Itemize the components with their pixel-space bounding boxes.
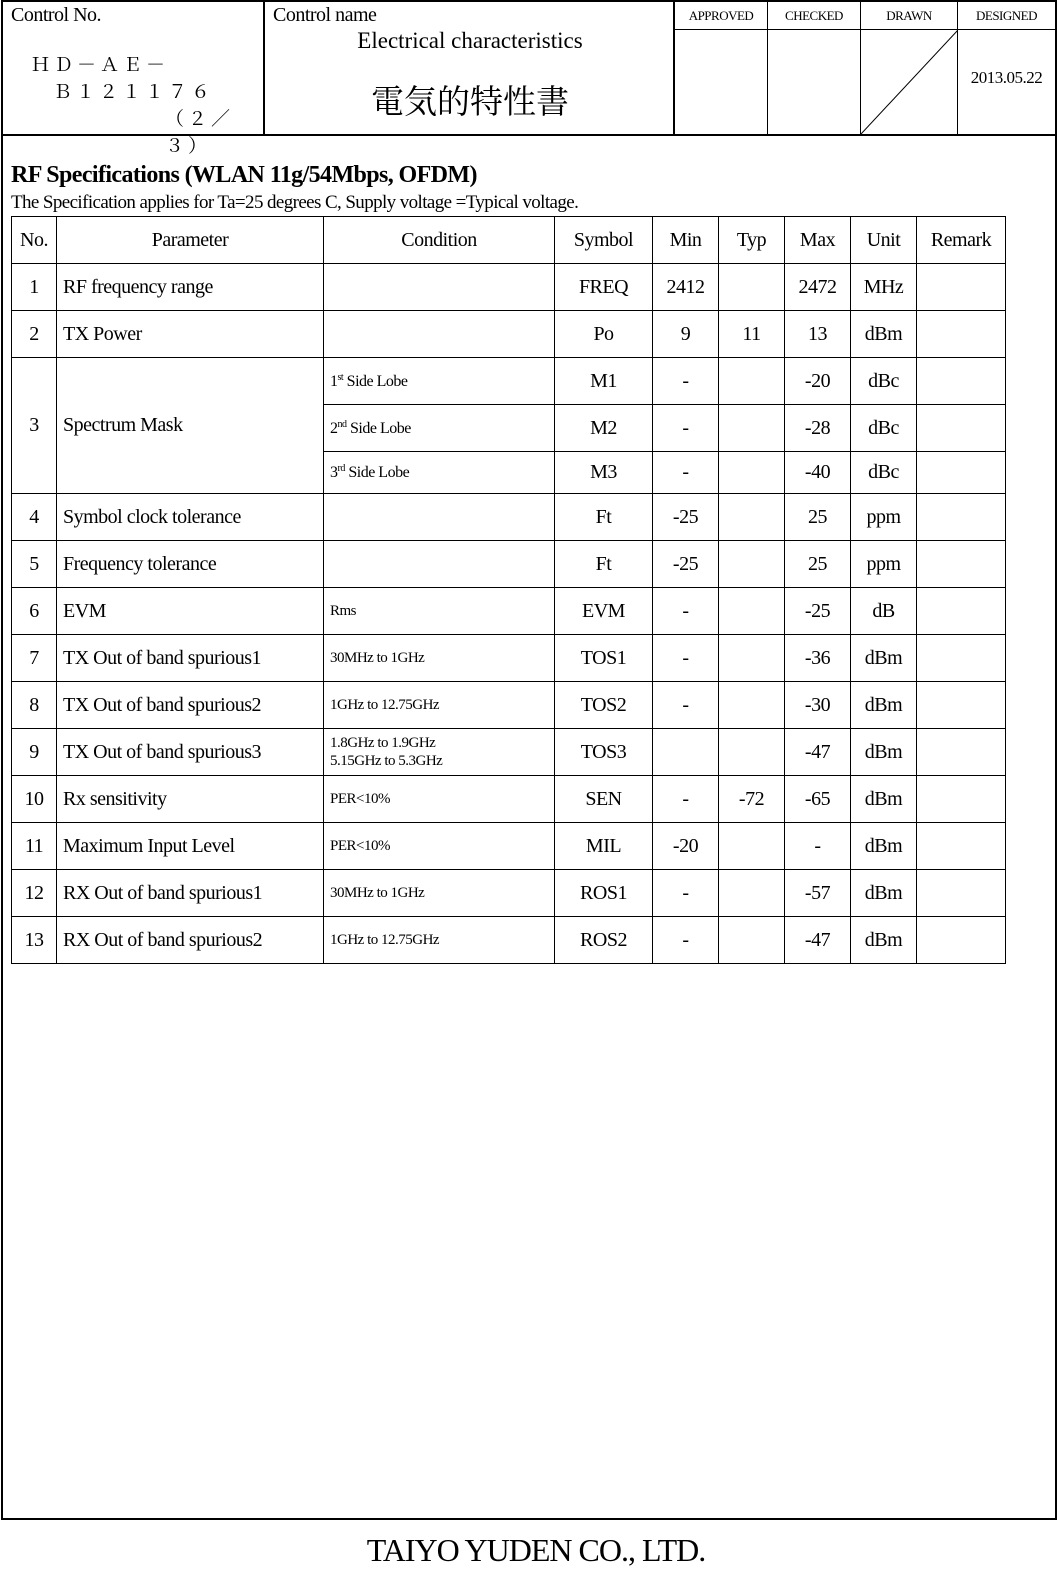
- row-max: -30: [785, 682, 851, 729]
- row-symbol: ROS2: [555, 917, 653, 964]
- row-condition: PER<10%: [324, 823, 555, 870]
- row-no: 12: [12, 870, 57, 917]
- row-condition: Rms: [324, 588, 555, 635]
- header-no: No.: [12, 217, 57, 264]
- row-typ: [719, 823, 785, 870]
- header-max: Max: [785, 217, 851, 264]
- row-remark: [917, 264, 1006, 311]
- approved-label: APPROVED: [675, 2, 767, 30]
- row-typ: [719, 264, 785, 311]
- table-row: [12, 682, 1006, 729]
- control-name-cell: [265, 2, 675, 134]
- row-max: -20: [785, 358, 851, 405]
- document-title-en: Electrical characteristics: [357, 28, 583, 53]
- row-parameter: Spectrum Mask: [57, 358, 324, 494]
- row-no: 8: [12, 682, 57, 729]
- row-unit: dBm: [851, 682, 917, 729]
- row-remark: [917, 452, 1006, 494]
- header-symbol: Symbol: [555, 217, 653, 264]
- row-condition: PER<10%: [324, 776, 555, 823]
- row-parameter: TX Power: [57, 311, 324, 358]
- header-unit: Unit: [851, 217, 917, 264]
- condition-text: Side Lobe: [346, 419, 411, 437]
- drawn-label: DRAWN: [861, 2, 957, 30]
- row-unit: dBc: [851, 452, 917, 494]
- control-no-cell: [3, 2, 265, 157]
- table-row: [12, 311, 1006, 358]
- row-min: -25: [653, 541, 719, 588]
- row-no: 5: [12, 541, 57, 588]
- row-parameter: Frequency tolerance: [57, 541, 324, 588]
- table-row: [12, 494, 1006, 541]
- control-name-label: Control name: [273, 4, 377, 26]
- row-min: -: [653, 405, 719, 452]
- table-row: [12, 729, 1006, 776]
- row-symbol: Po: [555, 311, 653, 358]
- drawn-stamp-area: [861, 30, 957, 134]
- row-no: 9: [12, 729, 57, 776]
- row-min: 2412: [653, 264, 719, 311]
- row-remark: [917, 682, 1006, 729]
- row-unit: dBm: [851, 311, 917, 358]
- row-condition: 30MHz to 1GHz: [324, 635, 555, 682]
- row-remark: [917, 729, 1006, 776]
- row-min: -: [653, 682, 719, 729]
- section-subtitle: The Specification applies for Ta=25 degrees C, Supply voltage =Typical voltage.: [11, 192, 579, 213]
- row-condition: [324, 358, 555, 405]
- row-min: -: [653, 635, 719, 682]
- section-title: RF Specifications (WLAN 11g/54Mbps, OFDM): [11, 162, 477, 188]
- row-condition: [324, 541, 555, 588]
- row-condition: [324, 311, 555, 358]
- row-no: 7: [12, 635, 57, 682]
- condition-line1: 1.8GHz to 1.9GHz: [330, 735, 436, 751]
- row-min: -: [653, 452, 719, 494]
- row-typ: [719, 729, 785, 776]
- row-symbol: TOS1: [555, 635, 653, 682]
- control-no-line1: ＨＤ－ＡＥ－: [31, 54, 170, 76]
- row-no: 6: [12, 588, 57, 635]
- diagonal-slash-mark: [861, 30, 958, 134]
- row-symbol: M2: [555, 405, 653, 452]
- row-remark: [917, 870, 1006, 917]
- row-unit: dBm: [851, 635, 917, 682]
- header-parameter: Parameter: [57, 217, 324, 264]
- row-parameter: Symbol clock tolerance: [57, 494, 324, 541]
- row-symbol: EVM: [555, 588, 653, 635]
- document-title-jp: 電気的特性書: [371, 82, 569, 121]
- row-typ: [719, 682, 785, 729]
- header-remark: Remark: [917, 217, 1006, 264]
- row-min: [653, 729, 719, 776]
- row-condition: [324, 405, 555, 452]
- row-no: 4: [12, 494, 57, 541]
- row-remark: [917, 776, 1006, 823]
- row-unit: dBm: [851, 729, 917, 776]
- row-remark: [917, 588, 1006, 635]
- row-typ: [719, 452, 785, 494]
- row-min: -: [653, 588, 719, 635]
- row-unit: ppm: [851, 494, 917, 541]
- row-symbol: TOS3: [555, 729, 653, 776]
- row-condition: [324, 494, 555, 541]
- condition-num: 2: [330, 419, 338, 437]
- header-typ: Typ: [719, 217, 785, 264]
- condition-ordinal: st: [337, 371, 344, 383]
- row-unit: MHz: [851, 264, 917, 311]
- row-parameter: RX Out of band spurious2: [57, 917, 324, 964]
- condition-num: 3: [330, 464, 338, 481]
- table-row: [12, 635, 1006, 682]
- row-parameter: EVM: [57, 588, 324, 635]
- row-symbol: M3: [555, 452, 653, 494]
- table-row: [12, 264, 1006, 311]
- row-typ: -72: [719, 776, 785, 823]
- row-max: -47: [785, 917, 851, 964]
- condition-num: 1: [330, 372, 338, 390]
- row-unit: dBm: [851, 823, 917, 870]
- table-header-row: [12, 217, 1006, 264]
- row-parameter: RX Out of band spurious1: [57, 870, 324, 917]
- table-row: [12, 917, 1006, 964]
- row-condition: 1GHz to 12.75GHz: [324, 917, 555, 964]
- drawn-cell: [861, 2, 958, 134]
- row-typ: 11: [719, 311, 785, 358]
- control-no-value: [31, 52, 263, 160]
- company-name: TAIYO YUDEN CO., LTD.: [366, 1532, 706, 1568]
- row-min: 9: [653, 311, 719, 358]
- row-condition: 30MHz to 1GHz: [324, 870, 555, 917]
- row-max: 2472: [785, 264, 851, 311]
- row-min: -: [653, 870, 719, 917]
- row-remark: [917, 635, 1006, 682]
- row-max: 25: [785, 494, 851, 541]
- row-remark: [917, 541, 1006, 588]
- header-min: Min: [653, 217, 719, 264]
- row-no: 1: [12, 264, 57, 311]
- row-symbol: Ft: [555, 541, 653, 588]
- row-no: 10: [12, 776, 57, 823]
- row-symbol: FREQ: [555, 264, 653, 311]
- row-no: 11: [12, 823, 57, 870]
- row-symbol: ROS1: [555, 870, 653, 917]
- row-min: -25: [653, 494, 719, 541]
- row-remark: [917, 917, 1006, 964]
- row-unit: dBm: [851, 917, 917, 964]
- row-remark: [917, 405, 1006, 452]
- control-no-page: （２／３）: [165, 108, 235, 157]
- row-remark: [917, 311, 1006, 358]
- table-row: [12, 541, 1006, 588]
- row-max: -: [785, 823, 851, 870]
- row-min: -: [653, 358, 719, 405]
- row-typ: [719, 494, 785, 541]
- row-remark: [917, 823, 1006, 870]
- row-min: -: [653, 776, 719, 823]
- condition-text: Side Lobe: [343, 372, 408, 390]
- approved-stamp-area: [675, 30, 767, 134]
- row-max: -57: [785, 870, 851, 917]
- row-symbol: TOS2: [555, 682, 653, 729]
- condition-line2: 5.15GHz to 5.3GHz: [330, 753, 443, 769]
- row-typ: [719, 588, 785, 635]
- row-typ: [719, 358, 785, 405]
- row-unit: dBc: [851, 405, 917, 452]
- condition-text: Side Lobe: [344, 464, 410, 481]
- checked-cell: [768, 2, 861, 134]
- row-symbol: M1: [555, 358, 653, 405]
- row-unit: ppm: [851, 541, 917, 588]
- approved-cell: [675, 2, 768, 134]
- row-condition: [324, 452, 555, 494]
- row-parameter: TX Out of band spurious3: [57, 729, 324, 776]
- table-row: [12, 823, 1006, 870]
- row-symbol: Ft: [555, 494, 653, 541]
- row-condition: 1GHz to 12.75GHz: [324, 682, 555, 729]
- condition-ordinal: nd: [337, 418, 347, 430]
- row-typ: [719, 870, 785, 917]
- row-unit: dBm: [851, 776, 917, 823]
- row-remark: [917, 494, 1006, 541]
- checked-label: CHECKED: [768, 2, 860, 30]
- designed-cell: [958, 2, 1055, 134]
- row-unit: dB: [851, 588, 917, 635]
- header-condition: Condition: [324, 217, 555, 264]
- condition-ordinal: rd: [337, 463, 345, 474]
- row-typ: [719, 917, 785, 964]
- row-typ: [719, 541, 785, 588]
- row-parameter: RF frequency range: [57, 264, 324, 311]
- table-row: [12, 358, 1006, 405]
- row-max: -40: [785, 452, 851, 494]
- rf-spec-table: [11, 216, 1006, 964]
- row-parameter: Maximum Input Level: [57, 823, 324, 870]
- row-unit: dBc: [851, 358, 917, 405]
- table-row: [12, 870, 1006, 917]
- row-parameter: TX Out of band spurious1: [57, 635, 324, 682]
- designed-label: DESIGNED: [958, 2, 1055, 30]
- row-condition: [324, 264, 555, 311]
- row-max: 25: [785, 541, 851, 588]
- row-max: 13: [785, 311, 851, 358]
- control-no-label: Control No.: [11, 4, 102, 26]
- row-no: 3: [12, 358, 57, 494]
- control-no-line2: Ｂ１２１１７６: [53, 81, 215, 103]
- row-max: -47: [785, 729, 851, 776]
- designed-stamp-area: [958, 30, 1055, 134]
- row-unit: dBm: [851, 870, 917, 917]
- row-symbol: SEN: [555, 776, 653, 823]
- row-max: -25: [785, 588, 851, 635]
- row-no: 13: [12, 917, 57, 964]
- row-max: -36: [785, 635, 851, 682]
- row-symbol: MIL: [555, 823, 653, 870]
- title-block: [3, 2, 1055, 157]
- table-row: [12, 588, 1006, 635]
- row-remark: [917, 358, 1006, 405]
- table-row: [12, 776, 1006, 823]
- checked-stamp-area: [768, 30, 860, 134]
- row-typ: [719, 635, 785, 682]
- row-typ: [719, 405, 785, 452]
- row-parameter: TX Out of band spurious2: [57, 682, 324, 729]
- row-parameter: Rx sensitivity: [57, 776, 324, 823]
- row-no: 2: [12, 311, 57, 358]
- row-condition: [324, 729, 555, 776]
- designed-date: 2013.05.22: [970, 68, 1043, 87]
- row-min: -20: [653, 823, 719, 870]
- row-max: -28: [785, 405, 851, 452]
- row-max: -65: [785, 776, 851, 823]
- row-min: -: [653, 917, 719, 964]
